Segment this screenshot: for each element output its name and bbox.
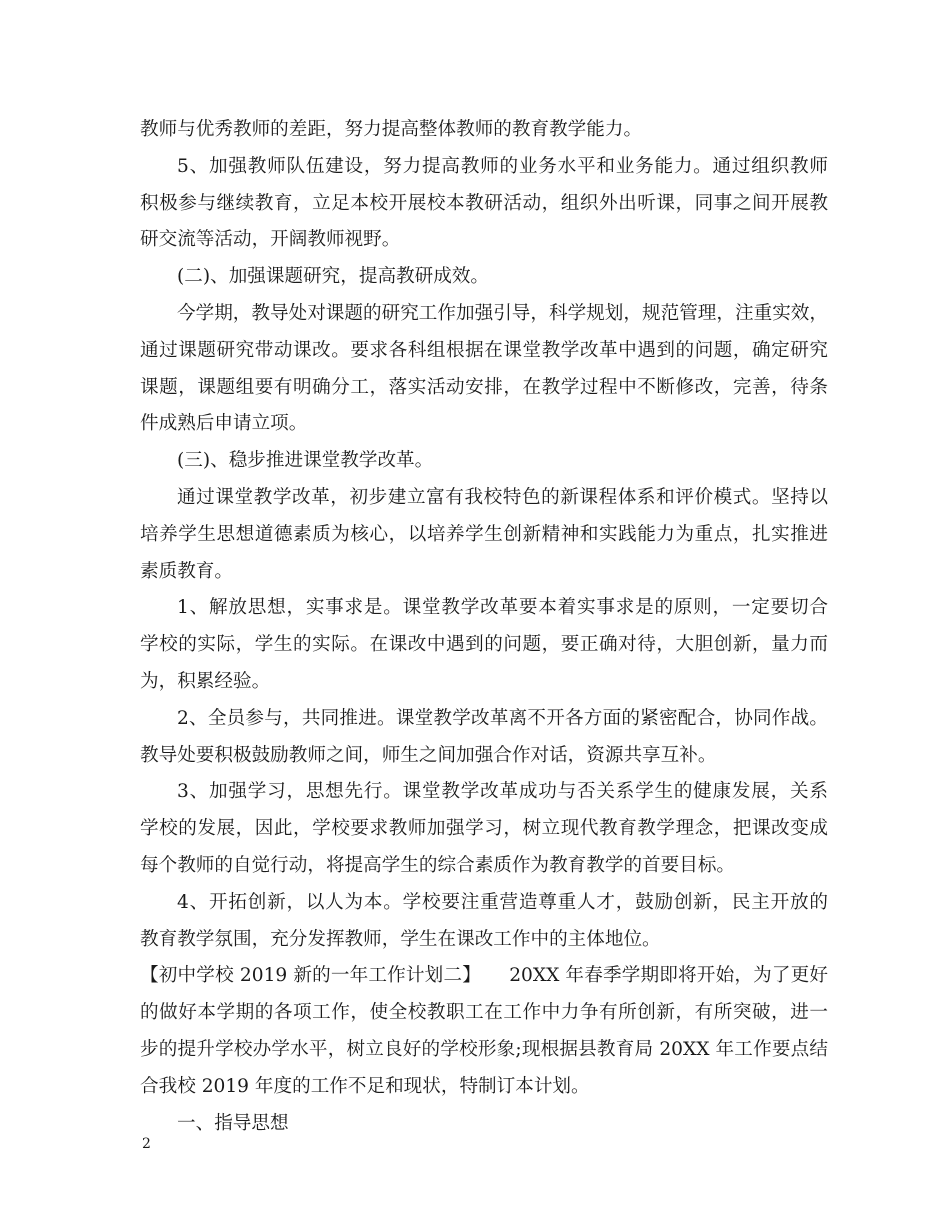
text-line: 教导处要积极鼓励教师之间，师生之间加强合作对话，资源共享互补。 [140, 744, 717, 766]
text-line: 步的提升学校办学水平，树立良好的学校形象;现根据县教育局 20XX 年工作要点结 [140, 1038, 828, 1060]
section-heading: (二)、加强课题研究，提高教研成效。 [177, 266, 490, 288]
text-line: 2、全员参与，共同推进。课堂教学改革离不开各方面的紧密配合，协同作战。 [177, 707, 828, 729]
text-line: 3、加强学习，思想先行。课堂教学改革成功与否关系学生的健康发展，关系 [177, 781, 828, 803]
text-line: 通过课堂教学改革，初步建立富有我校特色的新课程体系和评价模式。坚持以 [177, 486, 828, 508]
text-line: 学校的发展，因此，学校要求教师加强学习，树立现代教育教学理念，把课改变成 [140, 818, 828, 840]
text-line: 每个教师的自觉行动，将提高学生的综合素质作为教育教学的首要目标。 [140, 854, 736, 876]
text-line: 件成熟后申请立项。 [140, 413, 308, 435]
text-line: 今学期，教导处对课题的研究工作加强引导，科学规划，规范管理，注重实效， [177, 302, 828, 324]
text-line: 合我校 2019 年度的工作不足和现状，特制订本计划。 [140, 1075, 590, 1097]
document-body [140, 112, 828, 1142]
text-line: 的做好本学期的各项工作，使全校教职工在工作中力争有所创新，有所突破，进一 [140, 1002, 828, 1024]
text-line: 积极参与继续教育，立足本校开展校本教研活动，组织外出听课，同事之间开展教 [140, 192, 828, 214]
text-line: 研交流等活动，开阔教师视野。 [140, 229, 401, 251]
text-line: 【初中学校 2019 新的一年工作计划二】 20XX 年春季学期即将开始，为了更好 [140, 965, 828, 987]
text-line: 素质教育。 [140, 560, 233, 582]
text-line: 培养学生思想道德素质为核心，以培养学生创新精神和实践能力为重点，扎实推进 [140, 523, 828, 545]
text-line: 学校的实际，学生的实际。在课改中遇到的问题，要正确对待，大胆创新，量力而 [140, 634, 828, 656]
text-line: 4、开拓创新，以人为本。学校要注重营造尊重人才，鼓励创新，民主开放的 [177, 891, 828, 913]
text-line: 通过课题研究带动课改。要求各科组根据在课堂教学改革中遇到的问题，确定研究 [140, 339, 828, 361]
page-number: 2 [142, 1136, 151, 1152]
text-line: 为，积累经验。 [140, 670, 271, 692]
text-line: 1、解放思想，实事求是。课堂教学改革要本着实事求是的原则，一定要切合 [177, 597, 828, 619]
section-heading: 一、指导思想 [177, 1112, 289, 1134]
text-line: 5、加强教师队伍建设，努力提高教师的业务水平和业务能力。通过组织教师 [177, 155, 828, 177]
section-heading: (三)、稳步推进课堂教学改革。 [177, 450, 434, 472]
text-line: 课题，课题组要有明确分工，落实活动安排，在教学过程中不断修改，完善，待条 [140, 376, 828, 398]
text-line: 教育教学氛围，充分发挥教师，学生在课改工作中的主体地位。 [140, 928, 661, 950]
text-line: 教师与优秀教师的差距，努力提高整体教师的教育教学能力。 [140, 119, 643, 140]
